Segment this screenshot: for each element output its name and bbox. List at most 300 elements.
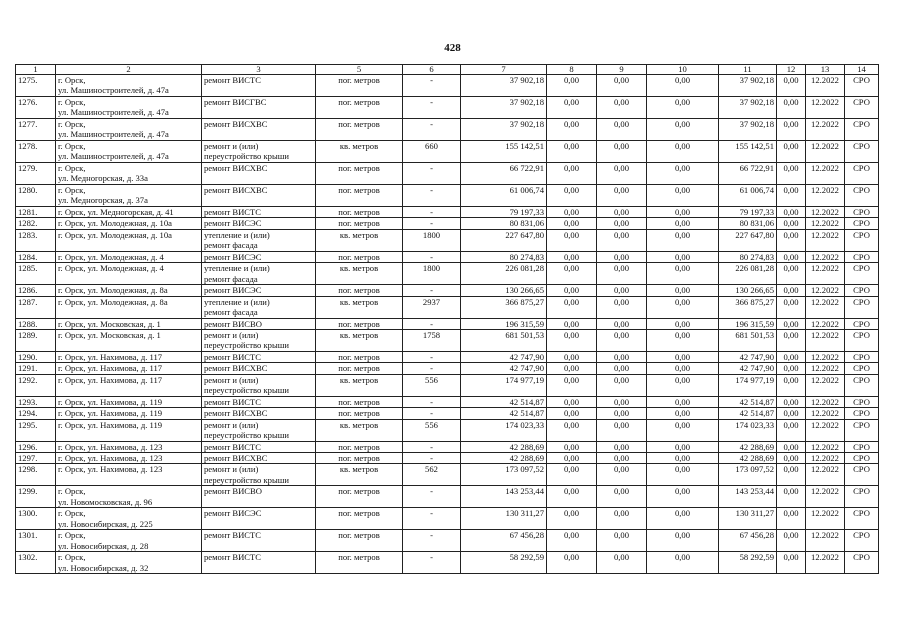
work-type-cell-line: ремонт ВИСХВС: [204, 363, 268, 374]
unit-cell: кв. метров: [316, 464, 403, 486]
unit-cell: пог. метров: [316, 508, 403, 530]
unit-cell: пог. метров: [316, 207, 403, 218]
quantity-cell: -: [403, 396, 461, 407]
address-cell: [56, 352, 202, 363]
funding-source-cell: СРО: [845, 330, 879, 352]
cost-cell: 79 197,33: [719, 207, 777, 218]
row-number: 1277.: [16, 119, 56, 141]
cost-cell: 0,00: [547, 318, 597, 329]
cost-cell: 0,00: [597, 97, 647, 119]
address-cell: [56, 119, 202, 141]
column-number-row: [16, 65, 879, 75]
cost-cell: 0,00: [597, 185, 647, 207]
quantity-cell: -: [403, 508, 461, 530]
table-row: [16, 530, 879, 552]
cost-cell: 0,00: [547, 374, 597, 396]
quantity-cell: -: [403, 185, 461, 207]
funding-source-cell: СРО: [845, 352, 879, 363]
row-number: 1275.: [16, 75, 56, 97]
table-row: [16, 453, 879, 464]
cost-cell: 0,00: [547, 453, 597, 464]
cost-cell: 0,00: [777, 318, 806, 329]
cost-cell: 0,00: [647, 229, 719, 251]
cost-cell: 130 311,27: [719, 508, 777, 530]
row-number: 1302.: [16, 552, 56, 574]
funding-source-cell: СРО: [845, 530, 879, 552]
cost-cell: 0,00: [597, 419, 647, 441]
cost-cell: 0,00: [597, 453, 647, 464]
unit-cell: пог. метров: [316, 218, 403, 229]
cost-cell: 0,00: [547, 75, 597, 97]
cost-cell: 0,00: [547, 419, 597, 441]
total-cost-cell: 80 831,06: [461, 218, 547, 229]
cost-cell: 66 722,91: [719, 163, 777, 185]
cost-cell: 0,00: [597, 508, 647, 530]
address-cell-line: г. Орск, ул. Нахимова, д. 117: [58, 363, 163, 374]
unit-cell: пог. метров: [316, 251, 403, 262]
address-cell-line: г. Орск, ул. Нахимова, д. 117: [58, 352, 163, 363]
quantity-cell: -: [403, 363, 461, 374]
deadline-cell: 12.2022: [806, 296, 845, 318]
address-cell-line: г. Орск,: [58, 552, 86, 563]
address-cell-line: ул. Новосибирская, д. 28: [58, 540, 149, 551]
work-type-cell: [202, 75, 316, 97]
cost-cell: 0,00: [647, 218, 719, 229]
total-cost-cell: 42 288,69: [461, 441, 547, 452]
cost-cell: 0,00: [777, 396, 806, 407]
work-type-cell-line: ремонт фасада: [204, 240, 258, 251]
cost-cell: 0,00: [647, 396, 719, 407]
row-number: 1296.: [16, 441, 56, 452]
address-cell-line: г. Орск,: [58, 141, 86, 151]
cost-cell: 0,00: [547, 530, 597, 552]
row-number: 1287.: [16, 296, 56, 318]
table-body: [16, 75, 879, 574]
total-cost-cell: 366 875,27: [461, 296, 547, 318]
cost-cell: 0,00: [547, 185, 597, 207]
address-cell-line: г. Орск, ул. Нахимова, д. 123: [58, 441, 163, 452]
quantity-cell: 556: [403, 419, 461, 441]
unit-cell: кв. метров: [316, 141, 403, 163]
row-number: 1292.: [16, 374, 56, 396]
unit-cell: пог. метров: [316, 163, 403, 185]
total-cost-cell: 42 747,90: [461, 363, 547, 374]
funding-source-cell: СРО: [845, 363, 879, 374]
cost-cell: 0,00: [647, 374, 719, 396]
total-cost-cell: 42 514,87: [461, 408, 547, 419]
deadline-cell: 12.2022: [806, 207, 845, 218]
cost-cell: 0,00: [777, 75, 806, 97]
work-type-cell: [202, 486, 316, 508]
address-cell-line: г. Орск, ул. Нахимова, д. 123: [58, 453, 163, 464]
cost-cell: 0,00: [777, 464, 806, 486]
table-row: [16, 141, 879, 163]
total-cost-cell: 66 722,91: [461, 163, 547, 185]
quantity-cell: -: [403, 318, 461, 329]
funding-source-cell: СРО: [845, 229, 879, 251]
address-cell-line: г. Орск, ул. Молодежная, д. 8а: [58, 285, 168, 296]
cost-cell: 67 456,28: [719, 530, 777, 552]
cost-cell: 0,00: [547, 408, 597, 419]
work-type-cell: [202, 318, 316, 329]
cost-cell: 42 288,69: [719, 441, 777, 452]
work-type-cell-line: ремонт ВИСЭС: [204, 218, 262, 229]
total-cost-cell: 174 023,33: [461, 419, 547, 441]
table-row: [16, 207, 879, 218]
work-type-cell-line: переустройство крыши: [204, 340, 289, 351]
table-row: [16, 218, 879, 229]
cost-cell: 0,00: [547, 251, 597, 262]
unit-cell: пог. метров: [316, 185, 403, 207]
table-row: [16, 419, 879, 441]
cost-cell: 0,00: [647, 119, 719, 141]
address-cell: [56, 207, 202, 218]
quantity-cell: 1800: [403, 229, 461, 251]
total-cost-cell: 42 747,90: [461, 352, 547, 363]
total-cost-cell: 79 197,33: [461, 207, 547, 218]
work-type-cell: [202, 352, 316, 363]
cost-cell: 0,00: [597, 218, 647, 229]
address-cell: [56, 251, 202, 262]
funding-source-cell: СРО: [845, 441, 879, 452]
cost-cell: 42 747,90: [719, 352, 777, 363]
work-type-cell: [202, 141, 316, 163]
work-type-cell: [202, 285, 316, 296]
cost-cell: 0,00: [647, 285, 719, 296]
funding-source-cell: СРО: [845, 486, 879, 508]
work-type-cell: [202, 185, 316, 207]
address-cell: [56, 296, 202, 318]
unit-cell: пог. метров: [316, 352, 403, 363]
table-row: [16, 408, 879, 419]
work-type-cell-line: ремонт ВИСГВС: [204, 97, 267, 107]
row-number: 1286.: [16, 285, 56, 296]
address-cell: [56, 453, 202, 464]
cost-cell: 130 266,65: [719, 285, 777, 296]
column-header: 1: [16, 65, 56, 75]
cost-cell: 0,00: [777, 218, 806, 229]
table-row: [16, 330, 879, 352]
total-cost-cell: 61 006,74: [461, 185, 547, 207]
row-number: 1290.: [16, 352, 56, 363]
deadline-cell: 12.2022: [806, 464, 845, 486]
deadline-cell: 12.2022: [806, 218, 845, 229]
work-type-cell: [202, 296, 316, 318]
address-cell-line: г. Орск,: [58, 530, 86, 541]
work-type-cell-line: ремонт ВИСТС: [204, 530, 262, 541]
cost-cell: 0,00: [647, 530, 719, 552]
unit-cell: пог. метров: [316, 318, 403, 329]
cost-cell: 0,00: [647, 552, 719, 574]
quantity-cell: 1758: [403, 330, 461, 352]
unit-cell: пог. метров: [316, 408, 403, 419]
cost-cell: 0,00: [647, 207, 719, 218]
cost-cell: 0,00: [647, 97, 719, 119]
address-cell-line: г. Орск, ул. Нахимова, д. 119: [58, 419, 163, 430]
address-cell-line: г. Орск,: [58, 163, 86, 173]
cost-cell: 0,00: [647, 363, 719, 374]
table-row: [16, 374, 879, 396]
quantity-cell: 660: [403, 141, 461, 163]
work-type-cell-line: ремонт ВИСХВС: [204, 119, 268, 129]
table-row: [16, 263, 879, 285]
deadline-cell: 12.2022: [806, 419, 845, 441]
cost-cell: 0,00: [777, 285, 806, 296]
address-cell-line: ул. Медногорская, д. 33а: [58, 173, 148, 184]
cost-cell: 42 288,69: [719, 453, 777, 464]
address-cell-line: г. Орск, ул. Молодежная, д. 10а: [58, 218, 172, 229]
row-number: 1282.: [16, 218, 56, 229]
work-type-cell: [202, 218, 316, 229]
cost-cell: 0,00: [597, 486, 647, 508]
deadline-cell: 12.2022: [806, 508, 845, 530]
cost-cell: 155 142,51: [719, 141, 777, 163]
row-number: 1278.: [16, 141, 56, 163]
work-type-cell-line: ремонт и (или): [204, 464, 259, 475]
total-cost-cell: 67 456,28: [461, 530, 547, 552]
address-cell: [56, 218, 202, 229]
repair-register-table: [15, 64, 879, 574]
table-row: [16, 185, 879, 207]
total-cost-cell: 42 514,87: [461, 396, 547, 407]
work-type-cell-line: ремонт и (или): [204, 419, 259, 430]
deadline-cell: 12.2022: [806, 363, 845, 374]
funding-source-cell: СРО: [845, 97, 879, 119]
row-number: 1301.: [16, 530, 56, 552]
row-number: 1283.: [16, 229, 56, 251]
deadline-cell: 12.2022: [806, 453, 845, 464]
work-type-cell-line: переустройство крыши: [204, 430, 289, 441]
work-type-cell-line: ремонт фасада: [204, 273, 258, 284]
work-type-cell: [202, 251, 316, 262]
unit-cell: пог. метров: [316, 530, 403, 552]
cost-cell: 0,00: [547, 464, 597, 486]
address-cell-line: г. Орск,: [58, 185, 86, 195]
total-cost-cell: 130 266,65: [461, 285, 547, 296]
work-type-cell-line: ремонт ВИСТС: [204, 352, 262, 363]
cost-cell: 0,00: [777, 229, 806, 251]
address-cell-line: г. Орск, ул. Московская, д. 1: [58, 318, 161, 329]
funding-source-cell: СРО: [845, 119, 879, 141]
cost-cell: 0,00: [547, 330, 597, 352]
row-number: 1293.: [16, 396, 56, 407]
cost-cell: 0,00: [597, 119, 647, 141]
quantity-cell: -: [403, 552, 461, 574]
address-cell: [56, 285, 202, 296]
address-cell: [56, 508, 202, 530]
address-cell: [56, 97, 202, 119]
cost-cell: 0,00: [597, 163, 647, 185]
address-cell-line: г. Орск,: [58, 508, 86, 519]
total-cost-cell: 143 253,44: [461, 486, 547, 508]
funding-source-cell: СРО: [845, 163, 879, 185]
work-type-cell: [202, 263, 316, 285]
work-type-cell: [202, 464, 316, 486]
work-type-cell-line: ремонт ВИСТС: [204, 552, 262, 563]
unit-cell: пог. метров: [316, 396, 403, 407]
quantity-cell: 1800: [403, 263, 461, 285]
cost-cell: 0,00: [547, 163, 597, 185]
work-type-cell: [202, 163, 316, 185]
cost-cell: 58 292,59: [719, 552, 777, 574]
cost-cell: 0,00: [547, 119, 597, 141]
unit-cell: пог. метров: [316, 552, 403, 574]
cost-cell: 0,00: [597, 141, 647, 163]
cost-cell: 196 315,59: [719, 318, 777, 329]
cost-cell: 0,00: [777, 119, 806, 141]
cost-cell: 0,00: [547, 285, 597, 296]
address-cell: [56, 185, 202, 207]
address-cell-line: ул. Медногорская, д. 37а: [58, 195, 148, 206]
address-cell: [56, 229, 202, 251]
cost-cell: 0,00: [547, 396, 597, 407]
quantity-cell: -: [403, 441, 461, 452]
cost-cell: 366 875,27: [719, 296, 777, 318]
cost-cell: 0,00: [547, 97, 597, 119]
quantity-cell: -: [403, 119, 461, 141]
cost-cell: 37 902,18: [719, 119, 777, 141]
work-type-cell-line: ремонт фасада: [204, 307, 258, 318]
work-type-cell-line: ремонт ВИСХВС: [204, 185, 268, 195]
table-row: [16, 508, 879, 530]
cost-cell: 0,00: [777, 207, 806, 218]
column-header: 7: [461, 65, 547, 75]
cost-cell: 0,00: [597, 296, 647, 318]
total-cost-cell: 174 977,19: [461, 374, 547, 396]
cost-cell: 0,00: [647, 263, 719, 285]
address-cell: [56, 441, 202, 452]
table-row: [16, 251, 879, 262]
address-cell-line: ул. Машиностроителей, д. 47а: [58, 107, 169, 118]
deadline-cell: 12.2022: [806, 374, 845, 396]
total-cost-cell: 58 292,59: [461, 552, 547, 574]
total-cost-cell: 196 315,59: [461, 318, 547, 329]
total-cost-cell: 130 311,27: [461, 508, 547, 530]
cost-cell: 0,00: [547, 441, 597, 452]
unit-cell: кв. метров: [316, 263, 403, 285]
cost-cell: 0,00: [547, 486, 597, 508]
unit-cell: пог. метров: [316, 441, 403, 452]
total-cost-cell: 227 647,80: [461, 229, 547, 251]
cost-cell: 0,00: [647, 251, 719, 262]
funding-source-cell: СРО: [845, 75, 879, 97]
cost-cell: 42 514,87: [719, 396, 777, 407]
funding-source-cell: СРО: [845, 207, 879, 218]
address-cell-line: ул. Новосибирская, д. 225: [58, 518, 153, 529]
cost-cell: 80 831,06: [719, 218, 777, 229]
deadline-cell: 12.2022: [806, 408, 845, 419]
cost-cell: 0,00: [647, 508, 719, 530]
column-header: 12: [777, 65, 806, 75]
column-header: 3: [202, 65, 316, 75]
table-row: [16, 75, 879, 97]
work-type-cell-line: ремонт ВИСХВС: [204, 408, 268, 419]
work-type-cell: [202, 441, 316, 452]
page-number: 428: [444, 42, 461, 54]
funding-source-cell: СРО: [845, 374, 879, 396]
address-cell: [56, 318, 202, 329]
address-cell-line: г. Орск,: [58, 119, 86, 129]
cost-cell: 0,00: [547, 552, 597, 574]
work-type-cell-line: ремонт и (или): [204, 330, 259, 341]
column-header: 8: [547, 65, 597, 75]
row-number: 1276.: [16, 97, 56, 119]
cost-cell: 0,00: [647, 441, 719, 452]
address-cell: [56, 486, 202, 508]
row-number: 1279.: [16, 163, 56, 185]
work-type-cell: [202, 508, 316, 530]
unit-cell: кв. метров: [316, 374, 403, 396]
address-cell-line: г. Орск, ул. Московская, д. 1: [58, 330, 161, 341]
column-header: 9: [597, 65, 647, 75]
cost-cell: 143 253,44: [719, 486, 777, 508]
unit-cell: пог. метров: [316, 363, 403, 374]
total-cost-cell: 42 288,69: [461, 453, 547, 464]
cost-cell: 0,00: [777, 251, 806, 262]
table-row: [16, 119, 879, 141]
cost-cell: 0,00: [647, 330, 719, 352]
cost-cell: 0,00: [647, 141, 719, 163]
address-cell-line: ул. Машиностроителей, д. 47а: [58, 129, 169, 140]
address-cell: [56, 263, 202, 285]
cost-cell: 0,00: [647, 453, 719, 464]
work-type-cell: [202, 207, 316, 218]
cost-cell: 0,00: [597, 374, 647, 396]
table-row: [16, 441, 879, 452]
cost-cell: 0,00: [597, 75, 647, 97]
cost-cell: 226 081,28: [719, 263, 777, 285]
address-cell: [56, 163, 202, 185]
unit-cell: пог. метров: [316, 97, 403, 119]
cost-cell: 0,00: [777, 552, 806, 574]
total-cost-cell: 80 274,83: [461, 251, 547, 262]
unit-cell: кв. метров: [316, 330, 403, 352]
deadline-cell: 12.2022: [806, 396, 845, 407]
address-cell-line: ул. Новосибирская, д. 32: [58, 562, 149, 573]
row-number: 1298.: [16, 464, 56, 486]
total-cost-cell: 173 097,52: [461, 464, 547, 486]
funding-source-cell: СРО: [845, 285, 879, 296]
work-type-cell: [202, 530, 316, 552]
total-cost-cell: 37 902,18: [461, 75, 547, 97]
unit-cell: пог. метров: [316, 486, 403, 508]
cost-cell: 37 902,18: [719, 75, 777, 97]
cost-cell: 0,00: [777, 453, 806, 464]
address-cell: [56, 330, 202, 352]
address-cell-line: г. Орск,: [58, 97, 86, 107]
funding-source-cell: СРО: [845, 251, 879, 262]
unit-cell: пог. метров: [316, 285, 403, 296]
cost-cell: 0,00: [777, 374, 806, 396]
deadline-cell: 12.2022: [806, 229, 845, 251]
cost-cell: 0,00: [597, 352, 647, 363]
cost-cell: 37 902,18: [719, 97, 777, 119]
deadline-cell: 12.2022: [806, 263, 845, 285]
work-type-cell-line: ремонт ВИСХВС: [204, 163, 268, 173]
cost-cell: 173 097,52: [719, 464, 777, 486]
cost-cell: 0,00: [547, 296, 597, 318]
quantity-cell: -: [403, 75, 461, 97]
address-cell-line: г. Орск, ул. Нахимова, д. 119: [58, 396, 163, 407]
total-cost-cell: 37 902,18: [461, 119, 547, 141]
cost-cell: 0,00: [547, 508, 597, 530]
work-type-cell: [202, 552, 316, 574]
address-cell: [56, 141, 202, 163]
quantity-cell: -: [403, 486, 461, 508]
work-type-cell-line: ремонт ВИСЭС: [204, 285, 262, 296]
work-type-cell: [202, 374, 316, 396]
row-number: 1295.: [16, 419, 56, 441]
